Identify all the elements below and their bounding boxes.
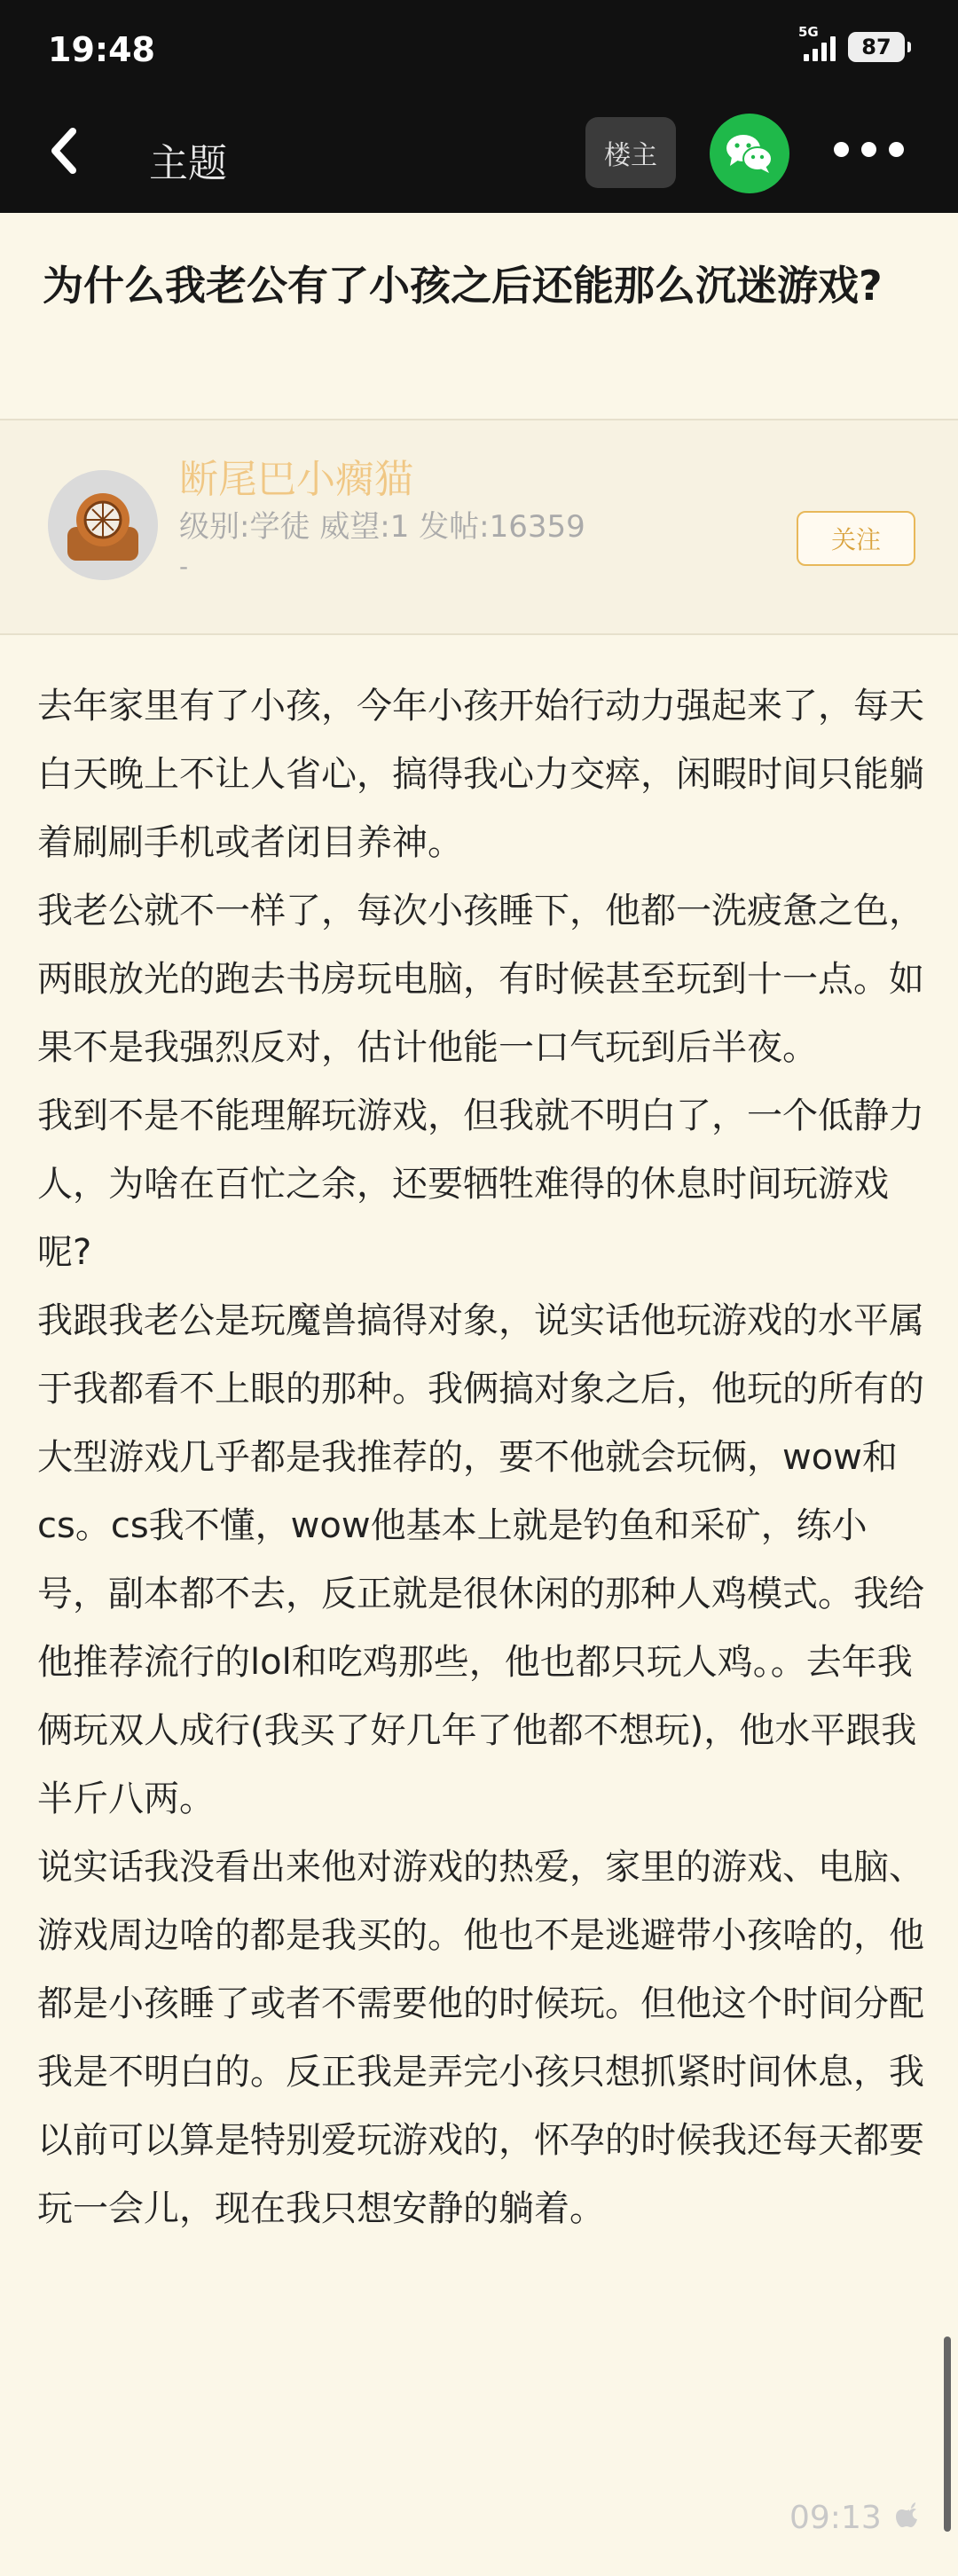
signal-icon <box>798 24 836 61</box>
paragraph: 我到不是不能理解玩游戏，但我就不明白了，一个低静力人，为啥在百忙之余，还要牺牲难得的休息时间玩游戏呢? <box>37 1096 924 1273</box>
paragraph: 我老公就不一样了，每次小孩睡下，他都一洗疲惫之色，两眼放光的跑去书房玩电脑，有时候甚至玩到十一点。如果不是我强烈反对，估计他能一口气玩到后半夜。 <box>37 891 924 1068</box>
divider <box>0 633 958 635</box>
battery-icon: 87 <box>848 32 905 62</box>
author-meta: 级别:学徒 威望:1 发帖:16359 <box>179 509 585 545</box>
paragraph: 去年家里有了小孩，今年小孩开始行动力强起来了，每天白天晚上不让人省心，搞得我心力交瘁，闲暇时间只能躺着刷刷手机或者闭目养神。 <box>37 686 924 863</box>
top-bar <box>0 0 958 213</box>
watermark-time: 09:13 <box>789 2500 882 2536</box>
paragraph: 我跟我老公是玩魔兽搞得对象，说实话他玩游戏的水平属于我都看不上眼的那种。我俩搞对象之后，他玩的所有的大型游戏几乎都是我推荐的，要不他就会玩俩，wow和cs。cs我不懂，wow他基本上就是钓鱼和采矿，练小号，副本都不去，反正就是很休闲的那种人鸡模式。我给他推荐流行的lol和吃鸡那些，他也都只玩人鸡。。去年我俩玩双人成行(我买了好几年了他都不想玩)，他水平跟我半斤八两。 <box>37 1300 924 1819</box>
post-title: 为什么我老公有了小孩之后还能那么沉迷游戏? <box>43 262 883 310</box>
post-content <box>37 672 924 2243</box>
author-extra: - <box>179 552 189 581</box>
avatar[interactable] <box>48 470 158 580</box>
status-icons <box>798 24 905 62</box>
more-icon[interactable] <box>834 142 904 157</box>
scrollbar[interactable] <box>944 2336 951 2532</box>
back-icon[interactable] <box>43 122 89 179</box>
status-time: 19:48 <box>48 30 155 69</box>
author-card <box>0 420 958 633</box>
author-name[interactable]: 断尾巴小瘸猫 <box>179 457 413 502</box>
watermark <box>789 2500 924 2536</box>
wechat-icon <box>725 132 774 175</box>
paragraph: 说实话我没看出来他对游戏的热爱，家里的游戏、电脑、游戏周边啥的都是我买的。他也不是逃避带小孩啥的，他都是小孩睡了或者不需要他的时候玩。但他这个时间分配我是不明白的。反正我是弄完小孩只想抓紧时间休息，我以前可以算是特别爱玩游戏的，怀孕的时候我还每天都要玩一会儿，现在我只想安静的躺着。 <box>37 1847 924 2229</box>
page-title: 主题 <box>149 141 227 186</box>
apple-icon <box>894 2501 924 2536</box>
op-only-button[interactable]: 楼主 <box>585 117 676 188</box>
network-label: 5G <box>798 24 819 40</box>
wechat-share-button[interactable] <box>710 114 789 193</box>
follow-button[interactable]: 关注 <box>797 511 915 566</box>
